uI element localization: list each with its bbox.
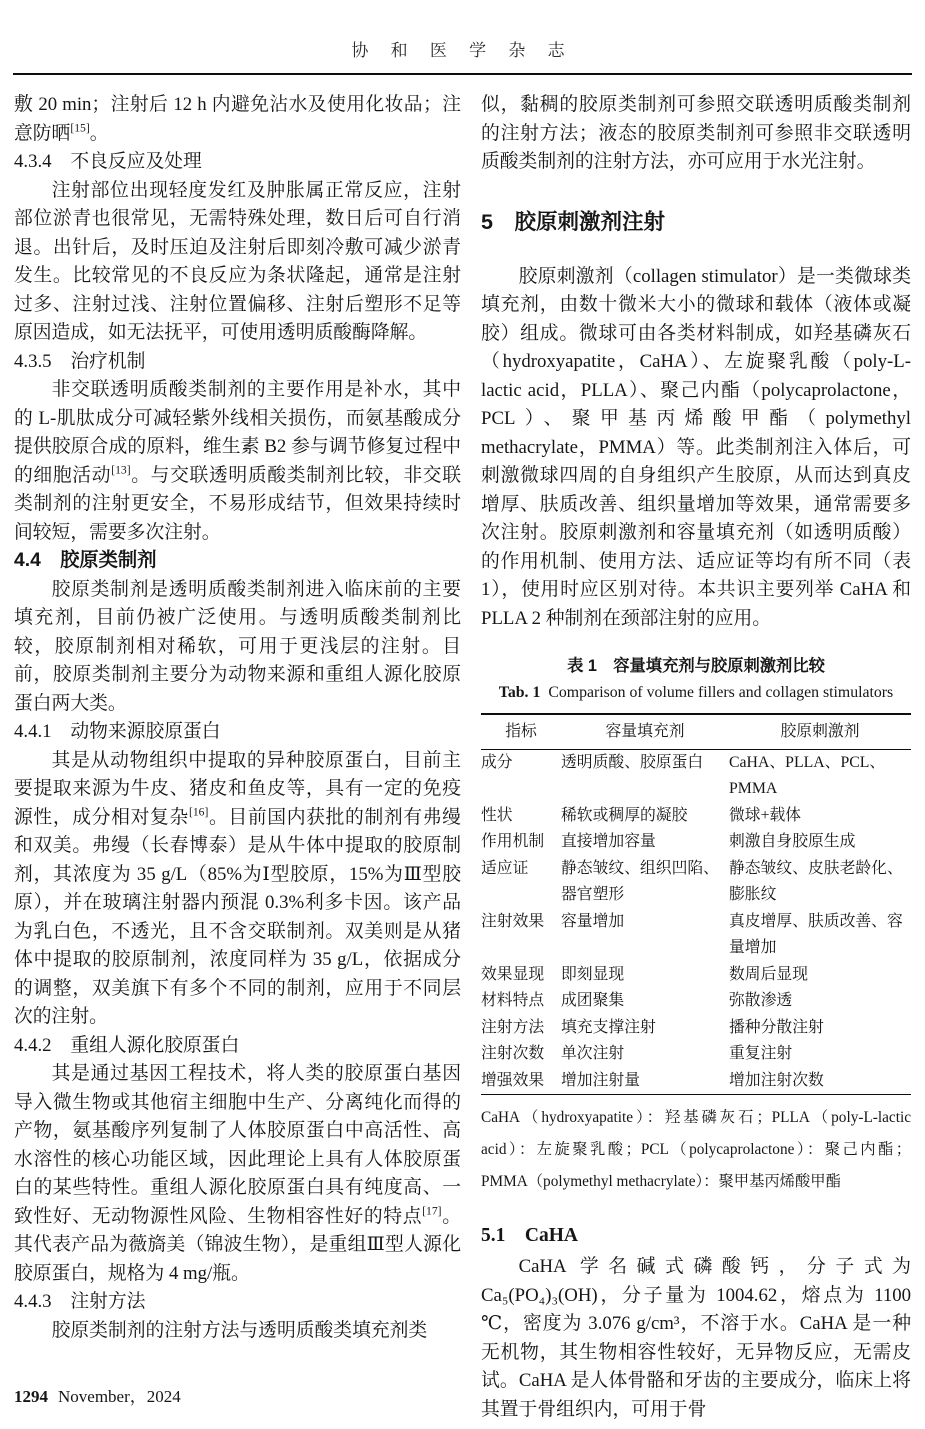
heading-4-3-4: 4.3.4 不良反应及处理: [14, 151, 202, 172]
table-row: [481, 803, 911, 830]
table-row: [481, 856, 911, 909]
row-label: 适应证: [481, 859, 529, 877]
table-row: [481, 829, 911, 856]
row-label: 效果显现: [481, 965, 545, 983]
column-header: 指标: [481, 714, 561, 749]
table1-title-en: [481, 682, 911, 704]
table-cell: 增加注射量: [561, 1071, 640, 1089]
row-label: 成分: [481, 753, 513, 771]
page-number: 1294: [14, 1387, 48, 1406]
table-cell: 即刻显现: [561, 965, 625, 983]
table-row: [481, 1068, 911, 1095]
right-column: [481, 91, 911, 1424]
column-header: 容量填充剂: [561, 714, 729, 749]
reference-marker: [16]: [188, 805, 209, 819]
table-cell: 单次注射: [561, 1045, 625, 1062]
heading-5-collagen-stimulator: 5 胶原刺激剂注射: [481, 209, 665, 234]
table-head: [481, 714, 911, 749]
paragraph-injection-method: 胶原类制剂的注射方法与透明质酸类填充剂类: [51, 1319, 428, 1341]
issue-date: November，2024: [58, 1387, 181, 1406]
column-header: 胶原刺激剂: [729, 714, 911, 749]
row-label: 注射效果: [481, 912, 545, 930]
table-header-row: [481, 714, 911, 749]
reference-marker: [13]: [111, 463, 131, 477]
reference-marker: [17]: [422, 1204, 442, 1218]
table-cell: 透明质酸、胶原蛋白: [561, 753, 704, 771]
comparison-table: [481, 713, 911, 1095]
table-body: [481, 749, 911, 1095]
table-cell: 填充支撑注射: [561, 1018, 656, 1036]
table-row: [481, 749, 911, 803]
table-row: [481, 962, 911, 989]
table-row: [481, 1041, 911, 1068]
paragraph-caha: CaHA 学名碱式磷酸钙，分子式为 Ca₅(PO₄)₃(OH)，分子量为 1004.62，熔点为 1100 ℃，密度为 3.076 g/cm³，不溶于水。CaHA 是一种无机物，其生物相容性较好，无异物反应，无需皮试。CaHA 是人体骨骼和牙齿的主要成分，临床上将其置于骨组织内，可用于骨: [481, 1256, 911, 1420]
heading-4-3-5: 4.3.5 治疗机制: [14, 350, 146, 372]
table-cell: 数周后显现: [729, 965, 808, 983]
table1-label-en: Tab. 1: [498, 684, 541, 701]
table-cell: 真皮增厚、肤质改善、容量增加: [729, 912, 903, 956]
paragraph-adverse-reactions: 注射部位出现轻度发红及肿胀属正常反应，注射部位淤青也很常见，无需特殊处理，数日后可自行消退。出针后，及时压迫及注射后即刻冷敷可减少淤青发生。比较常见的不良反应为条状隆起，通常是注射过多、注射过浅、注射位置偏移、注射后塑形不足等原因造成，如无法抚平，可使用透明质酸酶降解。: [14, 179, 461, 343]
row-label: 作用机制: [481, 833, 545, 850]
page-footer: [14, 1387, 181, 1407]
paragraph-animal-collagen: 其是从动物组织中提取的异种胶原蛋白，目前主要提取来源为牛皮、猪皮和鱼皮等，具有一定的免疫源性，成分相对复杂[16]。目前国内获批的制剂有弗缦和双美。弗缦（长春博泰）是从牛体中提取的胶原制剂，其浓度为 35 g/L（85%为Ⅰ型胶原，15%为Ⅲ型胶原），并在玻璃注射器内预混 0.3%利多卡因。该产品为乳白色，不透光，且不含交联制剂。双美则是从猪体中提取的胶原制剂，浓度同样为 35 g/L，依据成分的调整，双美旗下有多个不同的制剂，应用于不同层次的注射。: [14, 749, 462, 1027]
heading-4-4-collagen-agents: 4.4 胶原类制剂: [14, 550, 157, 571]
paragraph-continued: 似，黏稠的胶原类制剂可参照交联透明质酸类制剂的注射方法；液态的胶原类制剂可参照非交联透明质酸类制剂的注射方法，亦可应用于水光注射。: [481, 94, 911, 172]
table-cell: CaHA、PLLA、PCL、PMMA: [729, 753, 886, 797]
table-cell: 静态皱纹、组织凹陷、器官塑形: [561, 859, 719, 903]
table-row: [481, 1015, 911, 1042]
table-row: [481, 988, 911, 1015]
paragraph-collagen-intro: 胶原类制剂是透明质酸类制剂进入临床前的主要填充剂，目前仍被广泛使用。与透明质酸类制剂比较，胶原制剂相对稀软，可用于更浅层的注射。目前，胶原类制剂主要分为动物来源和重组人源化胶原蛋白两大类。: [14, 578, 461, 714]
table-cell: 重复注射: [729, 1045, 793, 1062]
table1-footnote: CaHA（hydroxyapatite）：羟基磷灰石；PLLA（poly-L-lactic acid）：左旋聚乳酸；PCL（polycaprolactone）：聚己内酯；PMMA（polymethyl methacrylate）：聚甲基丙烯酸甲酯: [481, 1109, 911, 1190]
row-label: 注射方法: [481, 1018, 545, 1036]
row-label: 注射次数: [481, 1045, 545, 1062]
table-cell: 刺激自身胶原生成: [729, 833, 856, 850]
heading-5-1-caha: 5.1 CaHA: [481, 1225, 578, 1246]
row-label: 材料特点: [481, 992, 545, 1009]
running-head-journal-title: 协 和 医 学 杂 志: [351, 41, 574, 60]
heading-4-4-2: 4.4.2 重组人源化胶原蛋白: [14, 1034, 240, 1056]
paragraph-recombinant-collagen: 其是通过基因工程技术，将人类的胶原蛋白基因导入微生物或其他宿主细胞中生产、分离纯化而得的产物，氨基酸序列复制了人体胶原蛋白中高活性、高水溶性的核心功能区域，因此理论上具有人体胶原蛋白的某些特性。重组人源化胶原蛋白具有纯度高、一致性好、无动物源性风险、生物相容性好的特点[17]。其代表产品为薇旖美（锦波生物），是重组Ⅲ型人源化胶原蛋白，规格为 4 mg/瓶。: [14, 1063, 461, 1284]
two-column-body: [0, 75, 925, 1424]
row-label: 性状: [481, 806, 513, 824]
table-row: [481, 909, 911, 962]
table-cell: 直接增加容量: [561, 833, 656, 850]
table-cell: 成团聚集: [561, 992, 625, 1009]
row-label: 增强效果: [481, 1071, 545, 1089]
table1-title-cn: 表 1 容量填充剂与胶原刺激剂比较: [567, 657, 825, 675]
reference-marker: [15]: [70, 121, 90, 135]
table-cell: 容量增加: [561, 912, 625, 930]
heading-4-4-3: 4.4.3 注射方法: [14, 1291, 146, 1312]
table-cell: 增加注射次数: [729, 1071, 824, 1089]
table-cell: 微球+载体: [729, 806, 802, 824]
paragraph-continued: 敷 20 min；注射后 12 h 内避免沾水及使用化妆品；注意防晒[15]。: [14, 94, 461, 144]
table-cell: 稀软或稠厚的凝胶: [561, 806, 688, 824]
left-column: [14, 91, 461, 1424]
table1-caption-en: Comparison of volume fillers and collagen stimulators: [548, 684, 894, 701]
heading-4-4-1: 4.4.1 动物来源胶原蛋白: [14, 721, 221, 742]
paragraph-collagen-stimulator: 胶原刺激剂（collagen stimulator）是一类微球类填充剂，由数十微米大小的微球和载体（液体或凝胶）组成。微球可由各类材料制成，如羟基磷灰石（hydroxyapatite，CaHA）、左旋聚乳酸（poly-L-lactic acid，PLLA）、聚己内酯（polycaprolactone，PCL）、聚甲基丙烯酸甲酯（polymethyl methacrylate，PMMA）等。此类制剂注入体后，可刺激微球四周的自身组织产生胶原，从而达到真皮增厚、肤质改善、组织量增加等效果，通常需要多次注射。胶原刺激剂和容量填充剂（如透明质酸）的作用机制、使用方法、适应证等均有所不同（表 1），使用时应区别对待。本共识主要列举 CaHA 和 PLLA 2 种制剂在颈部注射的应用。: [481, 265, 911, 629]
table-cell: 播种分散注射: [729, 1018, 824, 1036]
table-cell: 弥散渗透: [729, 992, 793, 1009]
table-cell: 静态皱纹、皮肤老龄化、膨胀纹: [729, 859, 903, 903]
paragraph-treatment-mechanism: 非交联透明质酸类制剂的主要作用是补水，其中的 L-肌肽成分可减轻紫外线相关损伤，而氨基酸成分提供胶原合成的原料，维生素 B2 参与调节修复过程中的细胞活动[13]。与交联透明质酸类制剂比较，非交联类制剂的注射更安全，不易形成结节，但效果持续时间较短，需要多次注射。: [14, 379, 462, 543]
